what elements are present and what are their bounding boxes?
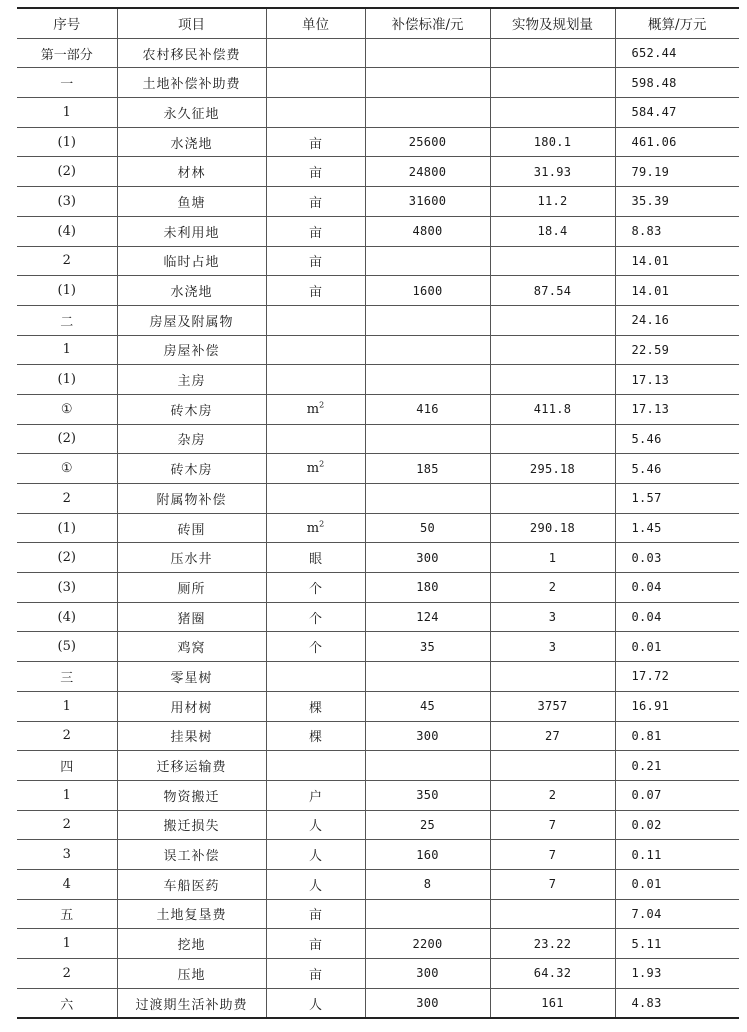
cell-standard: 50 [365, 513, 490, 543]
cell-total: 14.01 [615, 246, 739, 276]
cell-unit [266, 573, 365, 603]
unit-text: 人 [308, 997, 322, 1013]
cell-standard: 2200 [365, 929, 490, 959]
cell-standard: 1600 [365, 276, 490, 306]
cell-seq: 六 [17, 988, 117, 1018]
cell-standard: 185 [365, 454, 490, 484]
cell-quantity: 3 [490, 632, 615, 662]
cell-item: 鸡窝 [117, 632, 266, 662]
table-row [17, 424, 739, 454]
cell-quantity: 64.32 [490, 959, 615, 989]
cell-seq: 1 [17, 691, 117, 721]
cell-standard: 300 [365, 959, 490, 989]
cell-quantity: 7 [490, 840, 615, 870]
header-unit: 单位 [266, 8, 365, 38]
cell-item: 过渡期生活补助费 [117, 988, 266, 1018]
header-standard: 补偿标准/元 [365, 8, 490, 38]
cell-seq: 2 [17, 959, 117, 989]
table-row [17, 602, 739, 632]
table-row [17, 721, 739, 751]
cell-unit [266, 454, 365, 484]
unit-text: 亩 [308, 285, 322, 301]
table-row [17, 38, 739, 68]
cell-unit [266, 899, 365, 929]
unit-text: 棵 [308, 730, 322, 746]
cell-unit [266, 632, 365, 662]
cell-quantity: 180.1 [490, 127, 615, 157]
cell-quantity [490, 899, 615, 929]
table-row [17, 127, 739, 157]
cell-standard [365, 662, 490, 692]
table-row [17, 513, 739, 543]
unit-text: 个 [308, 611, 322, 627]
cell-item: 附属物补偿 [117, 484, 266, 514]
cell-item: 土地补偿补助费 [117, 68, 266, 98]
cell-standard: 300 [365, 543, 490, 573]
table-header [17, 8, 739, 38]
cell-standard: 300 [365, 988, 490, 1018]
cell-total: 5.11 [615, 929, 739, 959]
table-row [17, 632, 739, 662]
table-row [17, 899, 739, 929]
cell-item: 搬迁损失 [117, 810, 266, 840]
cell-standard: 31600 [365, 187, 490, 217]
cell-seq: 2 [17, 246, 117, 276]
cell-total: 14.01 [615, 276, 739, 306]
cell-item: 猪圈 [117, 602, 266, 632]
cell-seq: (4) [17, 216, 117, 246]
compensation-budget-table-container [17, 7, 739, 1019]
cell-item: 房屋及附属物 [117, 305, 266, 335]
cell-item: 杂房 [117, 424, 266, 454]
cell-item: 压水井 [117, 543, 266, 573]
cell-quantity [490, 38, 615, 68]
cell-seq: 五 [17, 899, 117, 929]
table-row [17, 454, 739, 484]
cell-total: 0.21 [615, 751, 739, 781]
cell-quantity: 2 [490, 573, 615, 603]
cell-seq: (1) [17, 127, 117, 157]
unit-text: 亩 [308, 195, 322, 211]
cell-seq: (3) [17, 573, 117, 603]
cell-unit [266, 780, 365, 810]
unit-text: m [306, 401, 320, 417]
cell-quantity: 1 [490, 543, 615, 573]
cell-standard: 4800 [365, 216, 490, 246]
cell-seq: 一 [17, 68, 117, 98]
cell-standard [365, 98, 490, 128]
unit-text: 户 [308, 789, 322, 805]
cell-total: 4.83 [615, 988, 739, 1018]
cell-seq: (2) [17, 424, 117, 454]
table-row [17, 157, 739, 187]
unit-text: m [306, 461, 320, 477]
cell-seq: ① [17, 454, 117, 484]
cell-item: 零星树 [117, 662, 266, 692]
cell-total: 0.02 [615, 810, 739, 840]
cell-item: 砖木房 [117, 454, 266, 484]
cell-total: 461.06 [615, 127, 739, 157]
table-row [17, 662, 739, 692]
unit-text: 亩 [308, 967, 322, 983]
unit-text: 个 [308, 581, 322, 597]
cell-unit [266, 68, 365, 98]
unit-text: m [306, 520, 320, 536]
cell-quantity [490, 68, 615, 98]
cell-quantity [490, 246, 615, 276]
cell-quantity [490, 751, 615, 781]
cell-total: 17.13 [615, 394, 739, 424]
cell-unit [266, 869, 365, 899]
cell-total: 1.57 [615, 484, 739, 514]
cell-total: 0.04 [615, 573, 739, 603]
cell-unit [266, 810, 365, 840]
table-row [17, 543, 739, 573]
cell-quantity [490, 662, 615, 692]
table-row [17, 869, 739, 899]
cell-item: 挖地 [117, 929, 266, 959]
cell-standard: 8 [365, 869, 490, 899]
cell-seq: 1 [17, 335, 117, 365]
cell-quantity: 290.18 [490, 513, 615, 543]
cell-standard [365, 38, 490, 68]
cell-unit [266, 513, 365, 543]
cell-seq: ① [17, 394, 117, 424]
cell-standard [365, 899, 490, 929]
cell-item: 水浇地 [117, 276, 266, 306]
table-row [17, 573, 739, 603]
cell-unit [266, 543, 365, 573]
cell-unit [266, 305, 365, 335]
cell-total: 1.45 [615, 513, 739, 543]
cell-total: 0.07 [615, 780, 739, 810]
cell-seq: 1 [17, 98, 117, 128]
cell-seq: 二 [17, 305, 117, 335]
table-row [17, 691, 739, 721]
cell-unit [266, 365, 365, 395]
cell-total: 5.46 [615, 424, 739, 454]
cell-seq: 2 [17, 721, 117, 751]
cell-seq: 1 [17, 780, 117, 810]
header-item: 项目 [117, 8, 266, 38]
cell-quantity: 2 [490, 780, 615, 810]
cell-standard: 35 [365, 632, 490, 662]
unit-text: 眼 [308, 552, 322, 568]
cell-item: 房屋补偿 [117, 335, 266, 365]
table-row [17, 68, 739, 98]
cell-unit [266, 959, 365, 989]
cell-standard [365, 424, 490, 454]
cell-standard: 45 [365, 691, 490, 721]
cell-seq: 1 [17, 929, 117, 959]
table-row [17, 929, 739, 959]
cell-seq: 3 [17, 840, 117, 870]
cell-item: 鱼塘 [117, 187, 266, 217]
cell-item: 水浇地 [117, 127, 266, 157]
table-row [17, 988, 739, 1018]
cell-seq: (1) [17, 276, 117, 306]
cell-quantity: 161 [490, 988, 615, 1018]
cell-total: 22.59 [615, 335, 739, 365]
unit-text: 亩 [308, 225, 322, 241]
header-row [17, 8, 739, 38]
table-row [17, 335, 739, 365]
cell-item: 挂果树 [117, 721, 266, 751]
table-row [17, 959, 739, 989]
cell-seq: 三 [17, 662, 117, 692]
table-row [17, 394, 739, 424]
cell-total: 17.13 [615, 365, 739, 395]
cell-unit [266, 484, 365, 514]
table-row [17, 780, 739, 810]
cell-quantity: 295.18 [490, 454, 615, 484]
cell-total: 0.11 [615, 840, 739, 870]
cell-unit [266, 276, 365, 306]
cell-standard: 25 [365, 810, 490, 840]
cell-standard [365, 68, 490, 98]
cell-quantity: 7 [490, 869, 615, 899]
cell-total: 0.01 [615, 869, 739, 899]
table-body [17, 38, 739, 1018]
table-row [17, 216, 739, 246]
cell-item: 压地 [117, 959, 266, 989]
cell-total: 79.19 [615, 157, 739, 187]
cell-quantity: 31.93 [490, 157, 615, 187]
cell-quantity: 411.8 [490, 394, 615, 424]
cell-standard [365, 305, 490, 335]
cell-seq: (1) [17, 365, 117, 395]
cell-item: 农村移民补偿费 [117, 38, 266, 68]
cell-total: 0.03 [615, 543, 739, 573]
cell-seq: 4 [17, 869, 117, 899]
cell-unit [266, 988, 365, 1018]
cell-quantity: 11.2 [490, 187, 615, 217]
cell-item: 砖围 [117, 513, 266, 543]
cell-unit [266, 751, 365, 781]
cell-quantity [490, 424, 615, 454]
cell-quantity [490, 305, 615, 335]
cell-unit [266, 38, 365, 68]
unit-text: 亩 [308, 908, 322, 924]
cell-seq: 第一部分 [17, 38, 117, 68]
unit-text: 亩 [308, 938, 322, 954]
cell-item: 未利用地 [117, 216, 266, 246]
cell-standard [365, 751, 490, 781]
cell-standard: 160 [365, 840, 490, 870]
cell-seq: (1) [17, 513, 117, 543]
cell-total: 0.81 [615, 721, 739, 751]
table-row [17, 840, 739, 870]
cell-unit [266, 246, 365, 276]
unit-text: 人 [308, 819, 322, 835]
compensation-budget-table [17, 7, 739, 1019]
unit-superscript: 2 [319, 400, 325, 410]
cell-item: 物资搬迁 [117, 780, 266, 810]
cell-unit [266, 602, 365, 632]
cell-total: 24.16 [615, 305, 739, 335]
table-row [17, 365, 739, 395]
cell-quantity: 87.54 [490, 276, 615, 306]
cell-quantity: 7 [490, 810, 615, 840]
cell-total: 35.39 [615, 187, 739, 217]
cell-unit [266, 127, 365, 157]
table-row [17, 751, 739, 781]
cell-seq: 四 [17, 751, 117, 781]
unit-text: 亩 [308, 255, 322, 271]
unit-text: 亩 [308, 136, 322, 152]
cell-standard [365, 365, 490, 395]
cell-standard: 25600 [365, 127, 490, 157]
cell-unit [266, 662, 365, 692]
cell-quantity: 3 [490, 602, 615, 632]
cell-total: 0.01 [615, 632, 739, 662]
cell-total: 17.72 [615, 662, 739, 692]
cell-seq: (5) [17, 632, 117, 662]
unit-text: 人 [308, 849, 322, 865]
cell-total: 7.04 [615, 899, 739, 929]
table-row [17, 276, 739, 306]
cell-total: 652.44 [615, 38, 739, 68]
cell-standard [365, 246, 490, 276]
cell-seq: (2) [17, 157, 117, 187]
cell-unit [266, 157, 365, 187]
cell-item: 误工补偿 [117, 840, 266, 870]
cell-standard: 124 [365, 602, 490, 632]
unit-text: 人 [308, 878, 322, 894]
cell-standard [365, 484, 490, 514]
cell-seq: (4) [17, 602, 117, 632]
cell-unit [266, 216, 365, 246]
cell-standard: 350 [365, 780, 490, 810]
cell-unit [266, 840, 365, 870]
unit-text: 棵 [308, 700, 322, 716]
cell-quantity [490, 98, 615, 128]
cell-quantity [490, 365, 615, 395]
cell-unit [266, 187, 365, 217]
table-row [17, 187, 739, 217]
cell-item: 土地复垦费 [117, 899, 266, 929]
cell-seq: 2 [17, 810, 117, 840]
cell-item: 厕所 [117, 573, 266, 603]
cell-item: 用材树 [117, 691, 266, 721]
cell-standard: 180 [365, 573, 490, 603]
cell-total: 598.48 [615, 68, 739, 98]
cell-standard: 300 [365, 721, 490, 751]
cell-total: 1.93 [615, 959, 739, 989]
table-row [17, 305, 739, 335]
header-quantity: 实物及规划量 [490, 8, 615, 38]
unit-superscript: 2 [319, 459, 325, 469]
cell-total: 8.83 [615, 216, 739, 246]
cell-standard: 416 [365, 394, 490, 424]
table-row [17, 246, 739, 276]
table-row [17, 98, 739, 128]
table-row [17, 484, 739, 514]
cell-standard [365, 335, 490, 365]
cell-quantity: 27 [490, 721, 615, 751]
cell-unit [266, 721, 365, 751]
cell-unit [266, 335, 365, 365]
cell-quantity: 18.4 [490, 216, 615, 246]
unit-text: 个 [308, 641, 322, 657]
unit-text: 亩 [308, 166, 322, 182]
cell-item: 迁移运输费 [117, 751, 266, 781]
cell-unit [266, 394, 365, 424]
cell-unit [266, 424, 365, 454]
cell-unit [266, 98, 365, 128]
cell-quantity [490, 484, 615, 514]
cell-total: 5.46 [615, 454, 739, 484]
cell-standard: 24800 [365, 157, 490, 187]
cell-item: 砖木房 [117, 394, 266, 424]
cell-quantity: 3757 [490, 691, 615, 721]
header-total: 概算/万元 [615, 8, 739, 38]
cell-item: 临时占地 [117, 246, 266, 276]
cell-unit [266, 929, 365, 959]
cell-total: 16.91 [615, 691, 739, 721]
cell-quantity: 23.22 [490, 929, 615, 959]
header-seq: 序号 [17, 8, 117, 38]
cell-seq: (3) [17, 187, 117, 217]
table-row [17, 810, 739, 840]
cell-item: 永久征地 [117, 98, 266, 128]
cell-total: 584.47 [615, 98, 739, 128]
cell-item: 主房 [117, 365, 266, 395]
unit-superscript: 2 [319, 519, 325, 529]
cell-seq: 2 [17, 484, 117, 514]
cell-unit [266, 691, 365, 721]
cell-quantity [490, 335, 615, 365]
cell-item: 车船医药 [117, 869, 266, 899]
cell-total: 0.04 [615, 602, 739, 632]
cell-seq: (2) [17, 543, 117, 573]
cell-item: 材林 [117, 157, 266, 187]
